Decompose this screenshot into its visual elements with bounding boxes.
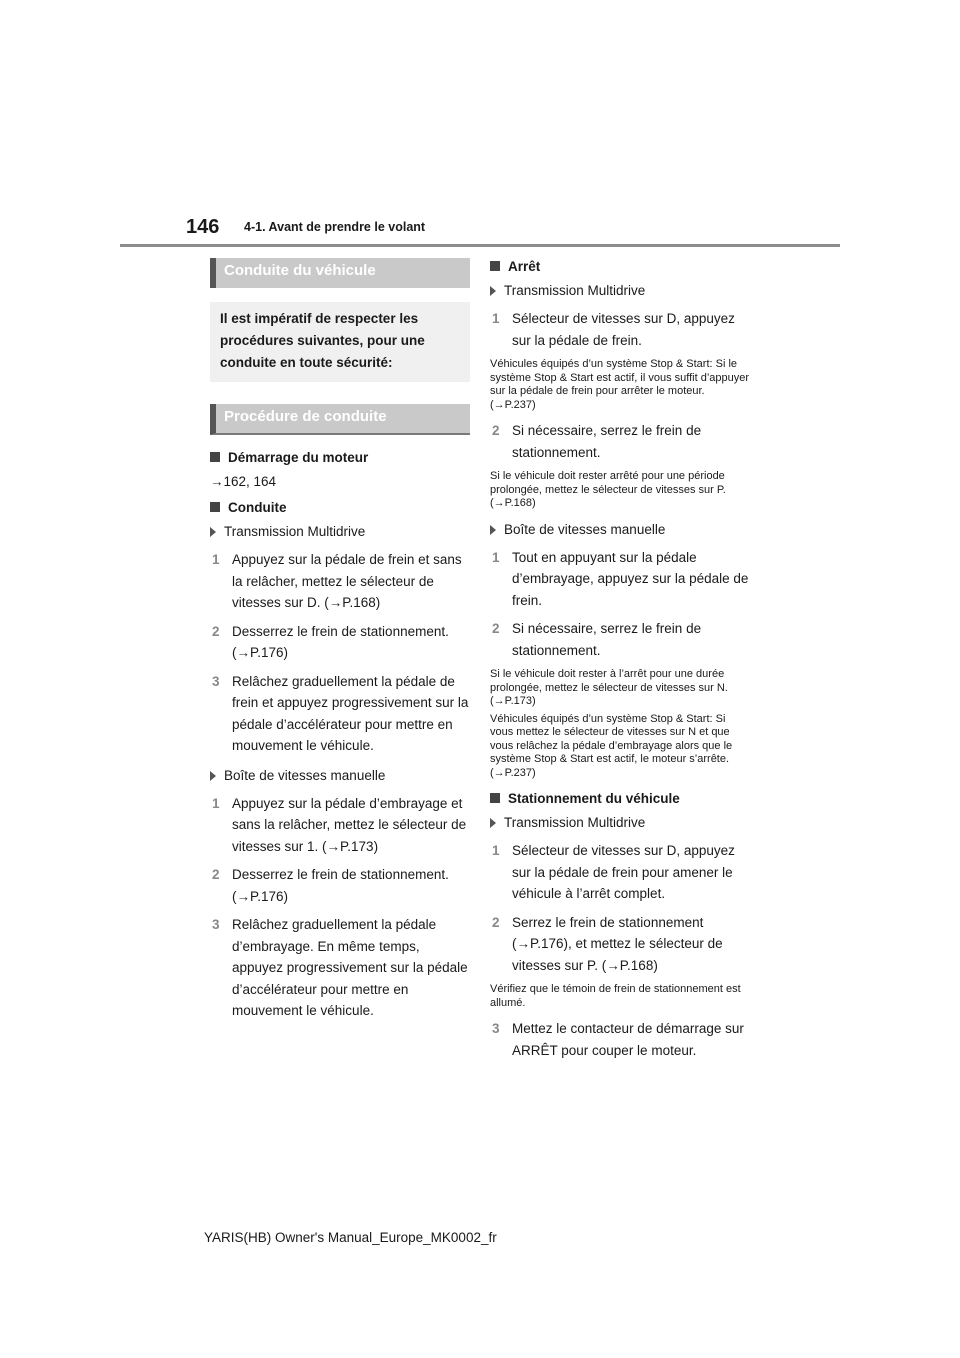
note-text: Si le véhicule doit rester à l’arrêt pour une durée prolongée, mettez le sélecteur de vitesses sur N. (→P.173) bbox=[490, 668, 728, 707]
heading-stationnement: Stationnement du véhicule bbox=[490, 790, 750, 808]
note-text: Véhicules équipés d’un système Stop & Start: Si le système Stop & Start est actif, il vous suffit d’appuyer sur la pédale de frein pour arrêter le moteur. (→P.237) bbox=[490, 358, 750, 411]
page-reference: →162, 164 bbox=[210, 474, 277, 489]
page-number: 146 bbox=[186, 216, 220, 238]
step-item: 2 Si nécessaire, serrez le frein de stationnement. bbox=[492, 423, 702, 460]
step-item: 1 Tout en appuyant sur la pédale d’embrayage, appuyez sur la pédale de frein. bbox=[492, 549, 749, 608]
step-item: 3 Relâchez graduellement la pédale de frein et appuyez progressivement sur la pédale d’accélérateur pour mettre en mouvement le véhicule. bbox=[212, 673, 469, 753]
intro-box: Il est impératif de respecter les procédures suivantes, pour une conduite en toute sécurité: bbox=[210, 302, 470, 382]
triangle-bullet-icon bbox=[210, 527, 216, 537]
right-column bbox=[490, 258, 750, 1068]
subheading-multidrive: Transmission Multidrive bbox=[210, 523, 470, 541]
heading-arret: Arrêt bbox=[490, 258, 750, 276]
heading-conduite: Conduite bbox=[210, 499, 470, 517]
step-item: 3 Relâchez graduellement la pédale d’embrayage. En même temps, appuyez progressivement sur la pédale d’accélérateur pour mettre en mouvement le véhicule. bbox=[212, 917, 468, 1018]
section-title-procedure: Procédure de conduite bbox=[210, 404, 470, 435]
square-bullet-icon bbox=[210, 452, 220, 462]
subheading-multidrive: Transmission Multidrive bbox=[490, 282, 750, 300]
square-bullet-icon bbox=[490, 261, 500, 271]
step-item: 1 Sélecteur de vitesses sur D, appuyez sur la pédale de frein. bbox=[492, 311, 735, 348]
step-item: 3 Mettez le contacteur de démarrage sur ARRÊT pour couper le moteur. bbox=[492, 1021, 744, 1058]
note-text: Véhicules équipés d’un système Stop & Start: Si vous mettez le sélecteur de vitesses sur N et que vous relâchez la pédale d’embrayage alors que le système Stop & Start est actif, le moteur s’arrête. (→P.237) bbox=[490, 712, 733, 779]
triangle-bullet-icon bbox=[490, 286, 496, 296]
note-text: Vérifiez que le témoin de frein de stationnement est allumé. bbox=[490, 983, 741, 1009]
step-item: 2 Desserrez le frein de stationnement. (→P.176) bbox=[212, 623, 449, 660]
step-item: 1 Sélecteur de vitesses sur D, appuyez sur la pédale de frein pour amener le véhicule à l’arrêt complet. bbox=[492, 843, 735, 901]
chapter-title: 4-1. Avant de prendre le volant bbox=[244, 220, 426, 234]
left-column bbox=[210, 258, 470, 1029]
step-item: 2 Serrez le frein de stationnement (→P.176), et mettez le sélecteur de vitesses sur P. (→P.168) bbox=[492, 914, 723, 973]
triangle-bullet-icon bbox=[490, 818, 496, 828]
square-bullet-icon bbox=[490, 793, 500, 803]
step-item: 2 Desserrez le frein de stationnement. (→P.176) bbox=[212, 867, 449, 904]
subheading-manuelle: Boîte de vitesses manuelle bbox=[490, 521, 750, 539]
step-item: 2 Si nécessaire, serrez le frein de stationnement. bbox=[492, 621, 702, 658]
step-item: 1 Appuyez sur la pédale de frein et sans la relâcher, mettez le sélecteur de vitesses sur D. (→P.168) bbox=[212, 552, 462, 610]
triangle-bullet-icon bbox=[490, 525, 496, 535]
footer-manual-id: YARIS(HB) Owner's Manual_Europe_MK0002_fr bbox=[204, 1230, 497, 1245]
triangle-bullet-icon bbox=[210, 771, 216, 781]
square-bullet-icon bbox=[210, 502, 220, 512]
note-text: Si le véhicule doit rester arrêté pour une période prolongée, mettez le sélecteur de vitesses sur P. (→P.168) bbox=[490, 470, 726, 509]
header-divider bbox=[120, 244, 840, 247]
subheading-manuelle: Boîte de vitesses manuelle bbox=[210, 767, 470, 785]
heading-demarrage: Démarrage du moteur bbox=[210, 449, 470, 467]
subheading-multidrive: Transmission Multidrive bbox=[490, 814, 750, 832]
section-title-conduite: Conduite du véhicule bbox=[210, 258, 470, 288]
step-item: 1 Appuyez sur la pédale d’embrayage et sans la relâcher, mettez le sélecteur de vitesses sur 1. (→P.173) bbox=[212, 795, 467, 854]
